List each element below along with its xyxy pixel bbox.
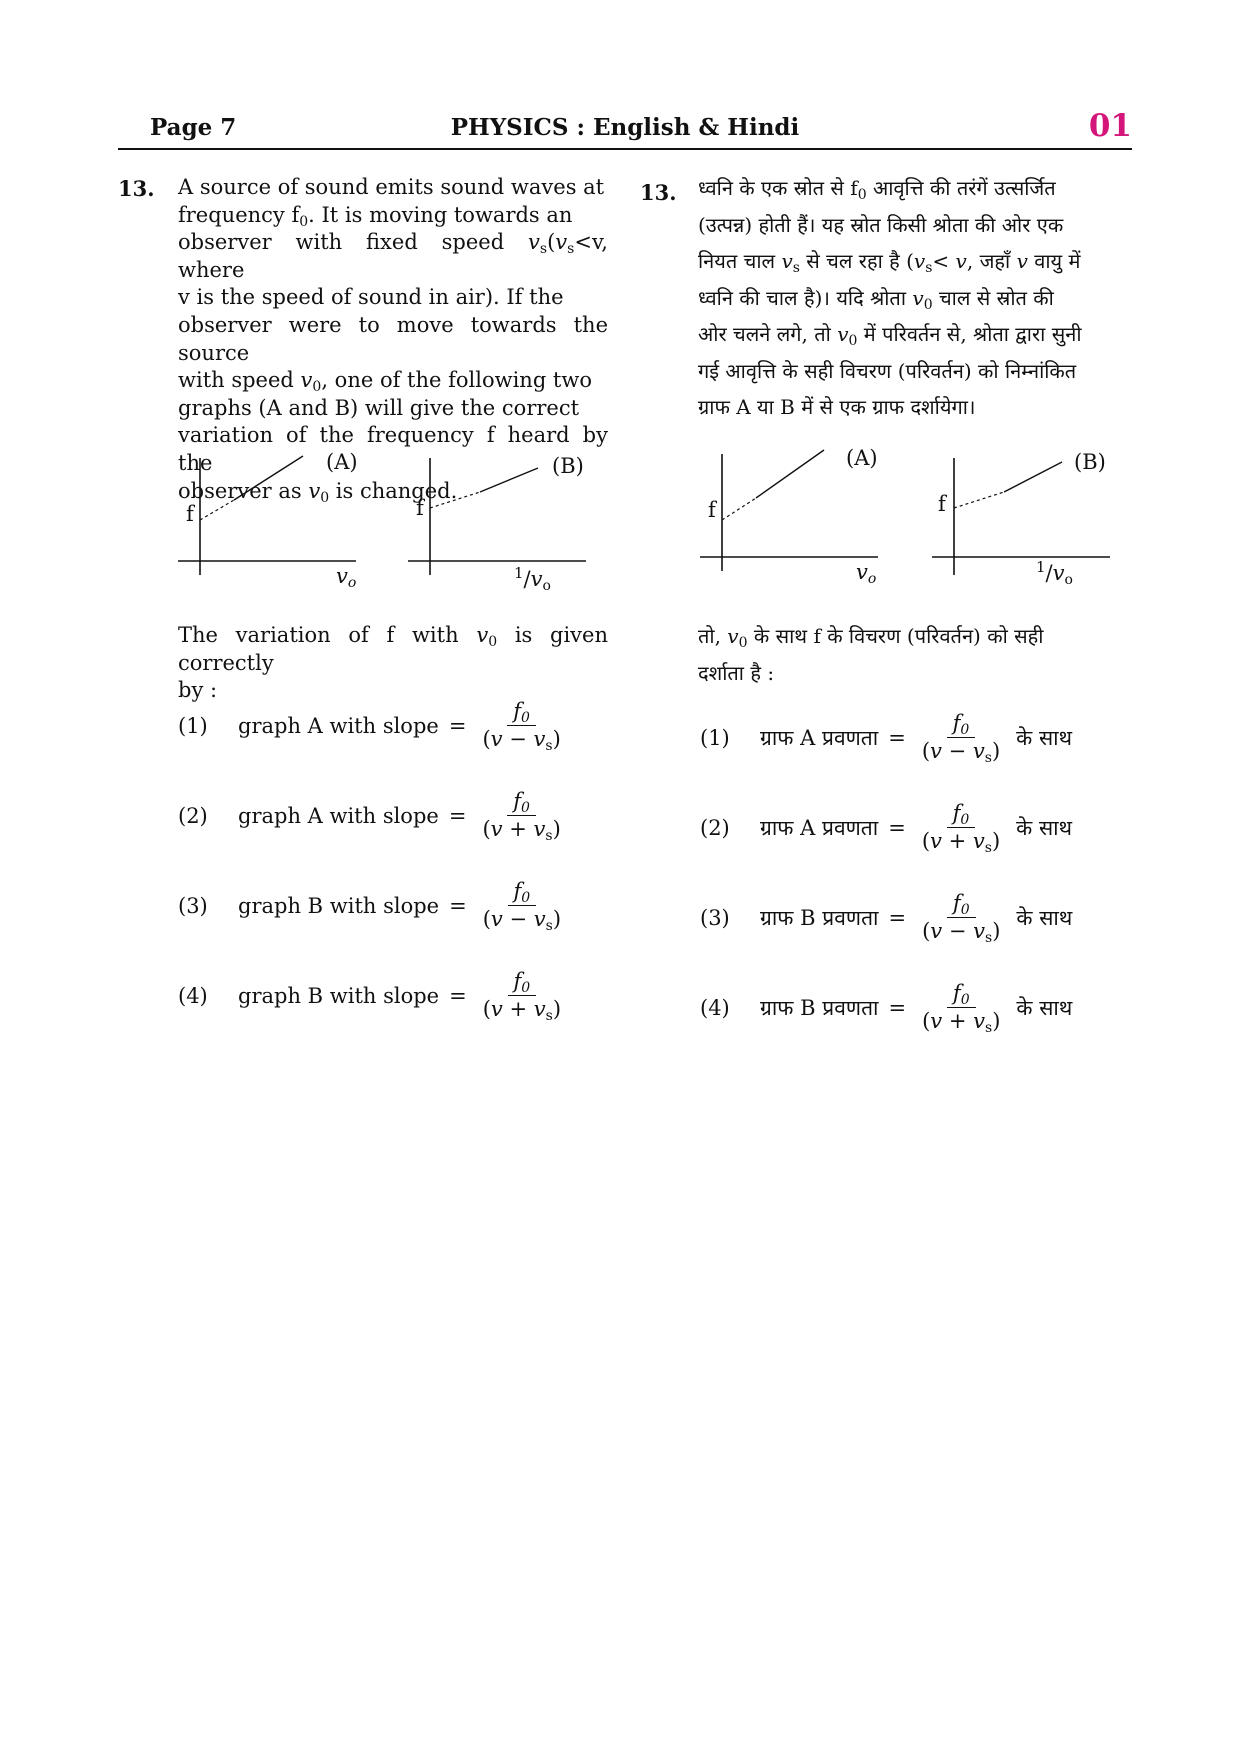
option-2-en[interactable] [178, 789, 567, 845]
option-text: ग्राफ B प्रवणता [760, 995, 879, 1020]
text: is given correctly [178, 623, 608, 675]
paper-code: 01 [1088, 108, 1132, 144]
option-number: (4) [700, 995, 730, 1020]
q-line: graphs (A and B) will give the correct [178, 395, 580, 420]
question-number-hi: 13. [640, 180, 677, 205]
extrapolation-line [430, 492, 480, 508]
q-line: with speed [178, 368, 301, 393]
x-axis-label-reciprocal: $^1/v_o$ [514, 564, 551, 594]
fraction-numerator: $f_0$ [508, 880, 537, 906]
y-axis-label: f [938, 492, 946, 516]
variation-text-en [178, 622, 608, 705]
option-number: (1) [178, 713, 208, 738]
option-text: ग्राफ A प्रवणता [760, 815, 879, 840]
equals-sign: = [448, 713, 467, 738]
fraction-numerator: $f_0$ [508, 970, 537, 996]
equals-sign: = [888, 905, 907, 930]
option-text: graph A with slope [238, 803, 439, 828]
option-number: (2) [178, 803, 208, 828]
equals-sign: = [448, 803, 467, 828]
equals-sign: = [449, 983, 467, 1008]
page-number: Page 7 [150, 114, 237, 141]
option-2-hi[interactable] [700, 801, 1073, 857]
x-axis-label: $v_o$ [856, 560, 877, 587]
option-text: ग्राफ B प्रवणता [760, 905, 879, 930]
q-line: ( [547, 230, 556, 255]
option-number: (2) [700, 815, 730, 840]
symbol: v [555, 230, 568, 255]
subscript: 0 [299, 213, 309, 230]
option-number: (4) [178, 983, 208, 1008]
graph-a-label-en: (A) [326, 450, 358, 474]
q-line: . It is moving towards an [308, 202, 573, 227]
y-axis-label: f [708, 498, 716, 522]
data-line [234, 456, 303, 500]
graph-b-label-hi: (B) [1074, 450, 1106, 474]
fraction-den: v [530, 567, 543, 591]
text: The variation of f with [178, 623, 477, 647]
slope-fraction: $\frac{f_0}{(v - v_s)}$ [922, 891, 1001, 947]
fraction-numerator: $f_0$ [507, 790, 536, 816]
equals-sign: = [888, 995, 907, 1020]
option-suffix: के साथ [1016, 995, 1073, 1020]
variation-text-hi: तो, $v_0$ के साथ f के विचरण (परिवर्तन) को सही दर्शाता है : [698, 624, 1044, 685]
subscript: o [347, 575, 357, 591]
equals-sign: = [888, 815, 906, 840]
option-text: graph B with slope [238, 983, 440, 1008]
y-axis-label: f [186, 502, 194, 526]
slope-fraction [476, 699, 566, 755]
q-line: frequency f [178, 202, 300, 227]
x-axis-label-reciprocal: $^1/v_o$ [1036, 558, 1073, 588]
equals-sign: = [449, 893, 467, 918]
equals-sign: = [888, 725, 906, 750]
question-text-hi: ध्वनि के एक स्रोत से $f_0$ आवृत्ति की तरंगें उत्सर्जित (उत्पन्न) होती हैं। यह स्रोत किसी श्रोता की ओर एक नियत चाल $v_s$ से चल रहा है ($v_s< v$, जहाँ v वायु में ध्वनि की चाल है)। यदि श्रोता $v_0$ चाल से स्रोत की ओर चलने लगे, तो $v_0$ में परिवर्तन से, श्रोता द्वारा सुनी गई आवृत्ति के सही विचरण (परिवर्तन) को निम्नांकित ग्राफ A या B में से एक ग्राफ दर्शायेगा। [698, 176, 1082, 419]
fraction-denominator: $(v - v_s)$ [482, 907, 562, 935]
fraction-denominator: $(v + v_s)$ [482, 817, 561, 845]
option-number: (1) [700, 725, 730, 750]
option-4-hi[interactable] [700, 981, 1073, 1037]
x-label-base: v [336, 564, 348, 588]
subscript: s [539, 241, 548, 258]
page-title: PHYSICS : English & Hindi [450, 114, 800, 141]
symbol: v [476, 623, 489, 647]
q-line: v is the speed of sound in air). If the [178, 285, 564, 310]
slope-fraction [477, 879, 567, 935]
symbol: f [513, 699, 522, 723]
q-line: <v, where [178, 230, 608, 282]
option-suffix: के साथ [1016, 905, 1073, 930]
fraction-numerator [507, 700, 536, 726]
q-line: observer were to move towards the source [178, 312, 608, 365]
subscript: 0 [488, 634, 498, 650]
subscript: 0 [320, 489, 330, 506]
slope-fraction: $\frac{f_0}{(v - v_s)}$ [921, 711, 1001, 767]
y-axis-label: f [416, 496, 424, 520]
q-line: observer with fixed speed [178, 230, 529, 255]
subscript: 0 [312, 379, 322, 396]
data-line [480, 468, 538, 492]
graph-b-label-en: (B) [552, 454, 584, 478]
q-line: is changed. [329, 478, 458, 503]
fraction-num: 1 [514, 564, 524, 582]
option-suffix: के साथ [1016, 725, 1073, 750]
option-text: graph B with slope [238, 893, 440, 918]
q-line: A source of sound emits sound waves at [178, 175, 605, 199]
option-text: ग्राफ A प्रवणता [760, 725, 879, 750]
fraction-denominator: $(v + v_s)$ [482, 997, 562, 1025]
slope-fraction: $\frac{f_0}{(v + v_s)}$ [921, 801, 1001, 857]
slope-fraction: $\frac{f_0}{(v + v_s)}$ [922, 981, 1001, 1037]
subscript: o [542, 578, 551, 594]
graph-a-label-hi: (A) [846, 446, 878, 470]
option-1-hi[interactable] [700, 711, 1073, 767]
subscript: 0 [521, 710, 530, 726]
symbol: v [300, 368, 313, 393]
option-number: (3) [700, 905, 730, 930]
text: by : [178, 678, 218, 703]
q-line: , one of the following two [321, 368, 592, 393]
q-line: variation of the frequency f heard by the [178, 423, 608, 475]
option-suffix: के साथ [1016, 815, 1073, 840]
slope-fraction [477, 969, 567, 1025]
question-number-en: 13. [118, 176, 155, 201]
option-text: graph A with slope [238, 713, 439, 738]
option-3-hi[interactable] [700, 891, 1073, 947]
option-4-en[interactable] [178, 969, 567, 1025]
option-3-en[interactable] [178, 879, 567, 935]
subscript: s [567, 241, 575, 258]
fraction-denominator: $(v - v_s)$ [482, 727, 561, 755]
q-line: observer as [178, 478, 309, 503]
slope-fraction [476, 789, 566, 845]
x-axis-label [336, 564, 357, 591]
option-number: (3) [178, 893, 208, 918]
symbol: v [528, 230, 540, 255]
page-header [118, 108, 1132, 150]
symbol: v [308, 478, 321, 503]
option-1-en[interactable] [178, 699, 567, 755]
extrapolation-line [200, 500, 234, 520]
